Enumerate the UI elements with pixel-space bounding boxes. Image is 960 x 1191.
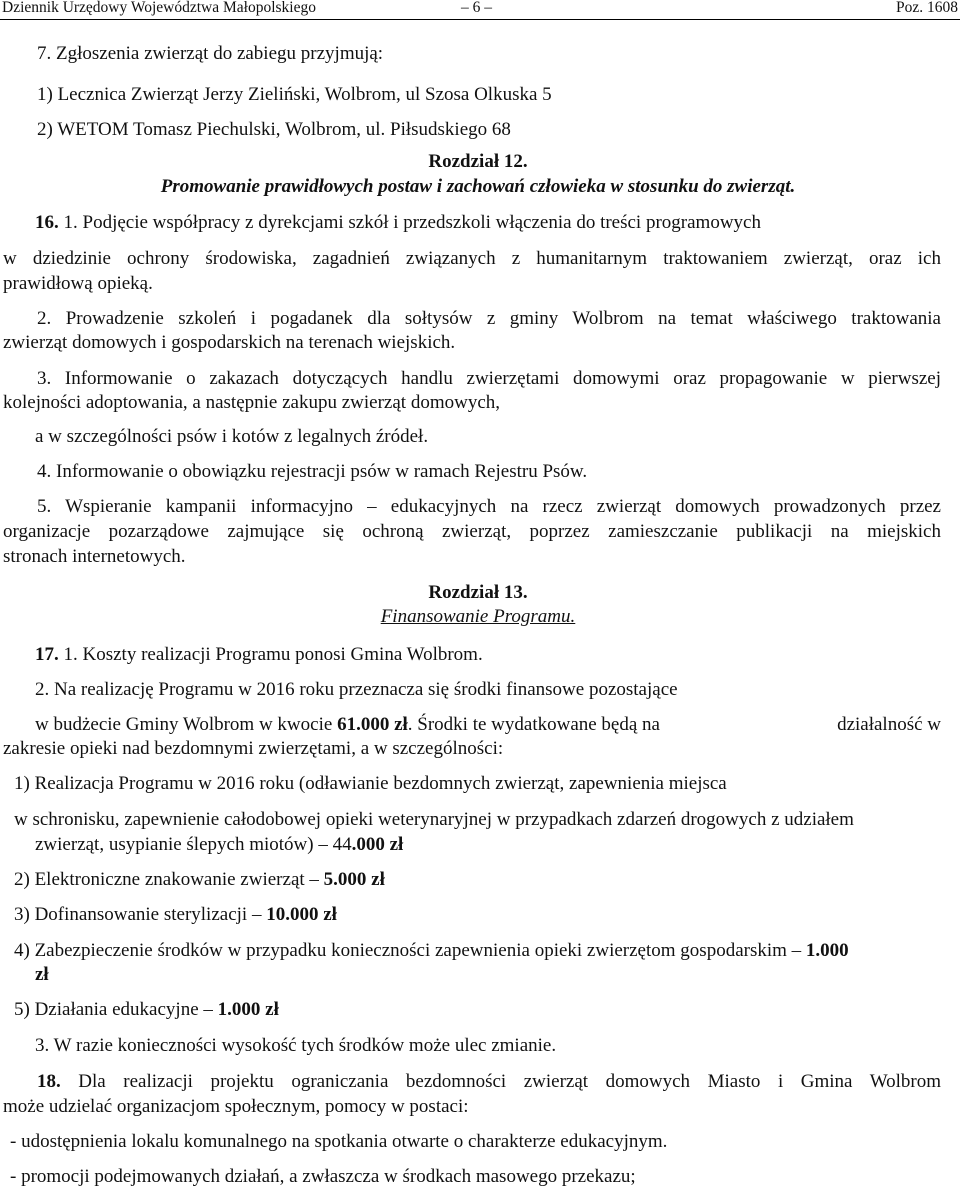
intro-clinic-2: 2) WETOM Tomasz Piechulski, Wolbrom, ul. Piłsudskiego 68 [37,119,511,140]
expense-item-4-line-1 [14,940,849,962]
par-16-item-5-line-1: 5. Wspieranie kampanii informacyjno – edukacyjnych na rzecz zwierząt domowych prowadzonych przez [37,496,941,517]
expense-item-1-amount: .000 zł [351,834,404,855]
expense-item-4-amount: 1.000 [805,940,849,961]
par-18-number: 18. [37,1071,61,1092]
chapter-13-subtitle [0,606,956,628]
position-number: Poz. 1608 [896,0,958,16]
intro-line-7: 7. Zgłoszenia zwierząt do zabiegu przyjmują: [37,43,384,64]
par-17-item-3: 3. W razie konieczności wysokość tych środków może ulec zmianie. [35,1035,557,1056]
par-16-item-2-line-2: zwierząt domowych i gospodarskich na terenach wiejskich. [3,332,456,353]
expense-item-2-text: 2) Elektroniczne znakowanie zwierząt – [14,869,324,890]
par-16-item-1-text: 1. Podjęcie współpracy z dyrekcjami szkół i przedszkoli włączenia do treści programowych [63,212,761,233]
page-number: – 6 – [461,0,492,16]
par-16-line-2: w dziedzinie ochrony środowiska, zagadnień związanych z humanitarnym traktowaniem zwierząt, oraz ich [3,248,941,269]
par-17-item-2-line-2 [35,714,660,736]
expense-item-3 [14,904,337,926]
expense-item-3-text: 3) Dofinansowanie sterylizacji – [14,904,267,925]
par-16-item-2-line-1: 2. Prowadzenie szkoleń i pogadanek dla sołtysów z gminy Wolbrom na temat właściwego traktowania [37,308,941,329]
par-17-line-1 [35,644,483,666]
par-16-item-3-line-3: a w szczególności psów i kotów z legalnych źródeł. [35,426,429,447]
par-16-item-5-line-3: stronach internetowych. [3,546,186,567]
par-16-item-5-line-2: organizacje pozarządowe zajmujące się ochroną zwierząt, poprzez zamieszczanie publikacji na miejskich [3,521,941,542]
par-16-item-3-line-2: kolejności adoptowania, a następnie zakupu zwierząt domowych, [3,392,500,413]
expense-item-5-amount: 1.000 zł [217,999,279,1020]
expense-item-2-amount: 5.000 zł [323,869,385,890]
par-16-line-3: prawidłową opieką. [3,273,153,294]
par-18-text: Dla realizacji projektu ograniczania bezdomności zwierząt domowych Miasto i Gmina Wolbrom [60,1071,941,1092]
expense-item-5-text: 5) Działania edukacyjne – [14,999,218,1020]
par-18-dash-1: - udostępnienia lokalu komunalnego na spotkania otwarte o charakterze edukacyjnym. [10,1131,668,1152]
intro-clinic-1: 1) Lecznica Zwierząt Jerzy Zieliński, Wolbrom, ul Szosa Olkuska 5 [37,84,552,105]
expense-item-1-line-1: 1) Realizacja Programu w 2016 roku (odławianie bezdomnych zwierząt, zapewnienia miejsca [14,773,727,794]
budget-text-post: . Środki te wydatkowane będą na [407,714,660,735]
expense-item-1-text: zwierząt, usypianie ślepych miotów) – 44 [35,834,352,855]
par-18-line-2: może udzielać organizacjom społecznym, pomocy w postaci: [3,1096,469,1117]
chapter-12-heading: Rozdział 12. [428,151,528,172]
par-17-number: 17. [35,644,59,665]
chapter-13-subtitle-text: Finansowanie Programu. [380,606,576,627]
chapter-12-subtitle: Promowanie prawidłowych postaw i zachowań człowieka w stosunku do zwierząt. [160,176,796,197]
expense-item-4-text: 4) Zabezpieczenie środków w przypadku konieczności zapewnienia opieki zwierzętom gospodarskim – [14,940,806,961]
par-18-line-1 [37,1071,941,1093]
expense-item-3-amount: 10.000 zł [266,904,337,925]
par-17-item-2-line-1: 2. Na realizację Programu w 2016 roku przeznacza się środki finansowe pozostające [35,679,678,700]
par-17-item-2-line-3: zakresie opieki nad bezdomnymi zwierzętami, a w szczególności: [3,738,504,759]
budget-text-right: działalność w [837,714,941,735]
budget-amount: 61.000 zł [337,714,408,735]
expense-item-4-line-2: zł [35,964,49,985]
expense-item-2 [14,869,385,891]
par-18-dash-2: - promocji podejmowanych działań, a zwłaszcza w środkach masowego przekazu; [10,1166,636,1187]
journal-title: Dziennik Urzędowy Województwa Małopolskiego [2,0,316,16]
par-16-item-4: 4. Informowanie o obowiązku rejestracji psów w ramach Rejestru Psów. [37,461,588,482]
par-16-line-1 [35,212,761,234]
expense-item-5 [14,999,279,1021]
page-header [0,0,960,20]
budget-text-pre: w budżecie Gminy Wolbrom w kwocie [35,714,338,735]
expense-item-1-line-2: w schronisku, zapewnienie całodobowej opieki weterynaryjnej w przypadkach zdarzeń drogowych z udziałem [14,809,854,830]
par-17-item-1-text: 1. Koszty realizacji Programu ponosi Gmina Wolbrom. [63,644,483,665]
par-16-number: 16. [35,212,59,233]
chapter-13-heading: Rozdział 13. [428,582,528,603]
expense-item-1-line-3 [35,834,403,856]
par-16-item-3-line-1: 3. Informowanie o zakazach dotyczących handlu zwierzętami domowymi oraz propagowanie w pierwszej [37,368,941,389]
